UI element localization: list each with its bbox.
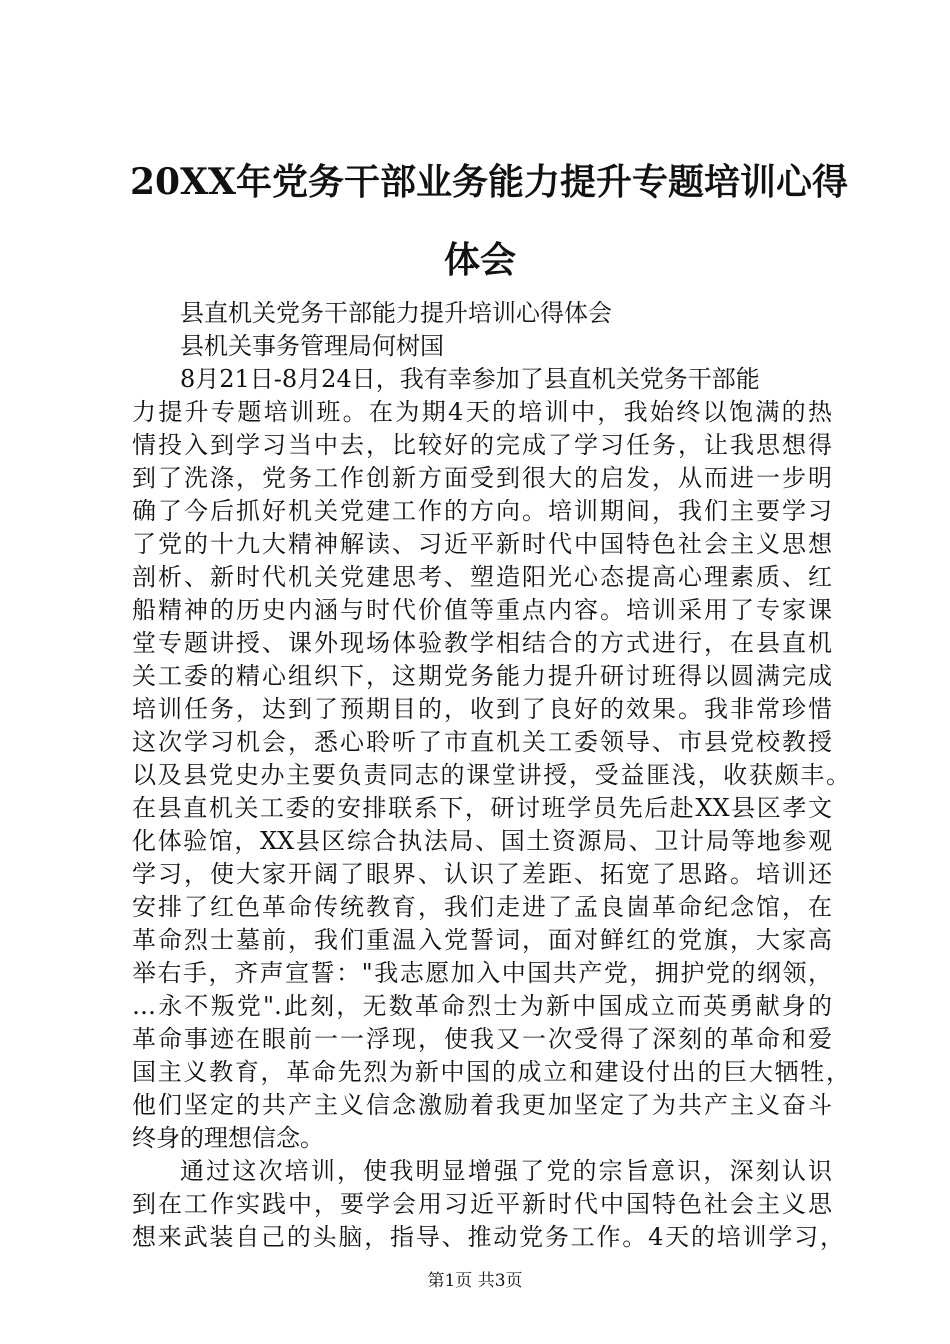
paragraph-line: 堂专题讲授、课外现场体验教学相结合的方式进行，在县直机	[132, 629, 832, 657]
subtitle: 县直机关党务干部能力提升培训心得体会	[180, 299, 612, 327]
paragraph-line: …永不叛党".此刻，无数革命烈士为新中国成立而英勇献身的	[132, 992, 832, 1020]
paragraph-line: 培训任务，达到了预期目的，收到了良好的效果。我非常珍惜	[132, 695, 832, 723]
paragraph-line: 到在工作实践中，要学会用习近平新时代中国特色社会主义思	[132, 1190, 832, 1218]
paragraph-line: 到了洗涤，党务工作创新方面受到很大的启发，从而进一步明	[132, 464, 832, 492]
paragraph-line: 剖析、新时代机关党建思考、塑造阳光心态提高心理素质、红	[132, 563, 832, 591]
paragraph-line: 革命烈士墓前，我们重温入党誓词，面对鲜红的党旗，大家高	[132, 926, 832, 954]
paragraph-line: 了党的十九大精神解读、习近平新时代中国特色社会主义思想	[132, 530, 832, 558]
paragraph-line: 情投入到学习当中去，比较好的完成了学习任务，让我思想得	[132, 431, 832, 459]
paragraph-line: 想来武装自己的头脑，指导、推动党务工作。4天的培训学习，	[132, 1223, 844, 1251]
paragraph-line: 以及县党史办主要负责同志的课堂讲授，受益匪浅，收获颇丰。	[132, 761, 850, 789]
author-line: 县机关事务管理局何树国	[180, 332, 444, 360]
paragraph-line: 8月21日-8月24日，我有幸参加了县直机关党务干部能	[180, 365, 760, 393]
document-title-line-1: 20XX年党务干部业务能力提升专题培训心得	[130, 161, 848, 203]
paragraph-line: 安排了红色革命传统教育，我们走进了孟良崮革命纪念馆，在	[132, 893, 832, 921]
paragraph-line: 这次学习机会，悉心聆听了市直机关工委领导、市县党校教授	[132, 728, 832, 756]
paragraph-line: 学习，使大家开阔了眼界、认识了差距、拓宽了思路。培训还	[132, 860, 832, 888]
paragraph-line: 在县直机关工委的安排联系下，研讨班学员先后赴XX县区孝文	[132, 794, 832, 822]
paragraph-line: 他们坚定的共产主义信念激励着我更加坚定了为共产主义奋斗	[132, 1091, 832, 1119]
paragraph-line: 终身的理想信念。	[132, 1124, 324, 1152]
paragraph-line: 国主义教育，革命先烈为新中国的成立和建设付出的巨大牺牲，	[132, 1058, 850, 1086]
paragraph-line: 举右手，齐声宣誓："我志愿加入中国共产党，拥护党的纲领，	[132, 959, 832, 987]
paragraph-line: 力提升专题培训班。在为期4天的培训中，我始终以饱满的热	[132, 398, 832, 426]
paragraph-line: 化体验馆，XX县区综合执法局、国土资源局、卫计局等地参观	[132, 827, 832, 855]
paragraph-line: 船精神的历史内涵与时代价值等重点内容。培训采用了专家课	[132, 596, 832, 624]
paragraph-line: 确了今后抓好机关党建工作的方向。培训期间，我们主要学习	[132, 497, 832, 525]
paragraph-line: 革命事迹在眼前一一浮现，使我又一次受得了深刻的革命和爱	[132, 1025, 832, 1053]
paragraph-line: 通过这次培训，使我明显增强了党的宗旨意识，深刻认识	[180, 1157, 832, 1185]
page-footer: 第1页 共3页	[427, 1271, 523, 1291]
paragraph-line: 关工委的精心组织下，这期党务能力提升研讨班得以圆满完成	[132, 662, 832, 690]
document-title-line-2: 体会	[443, 239, 516, 281]
